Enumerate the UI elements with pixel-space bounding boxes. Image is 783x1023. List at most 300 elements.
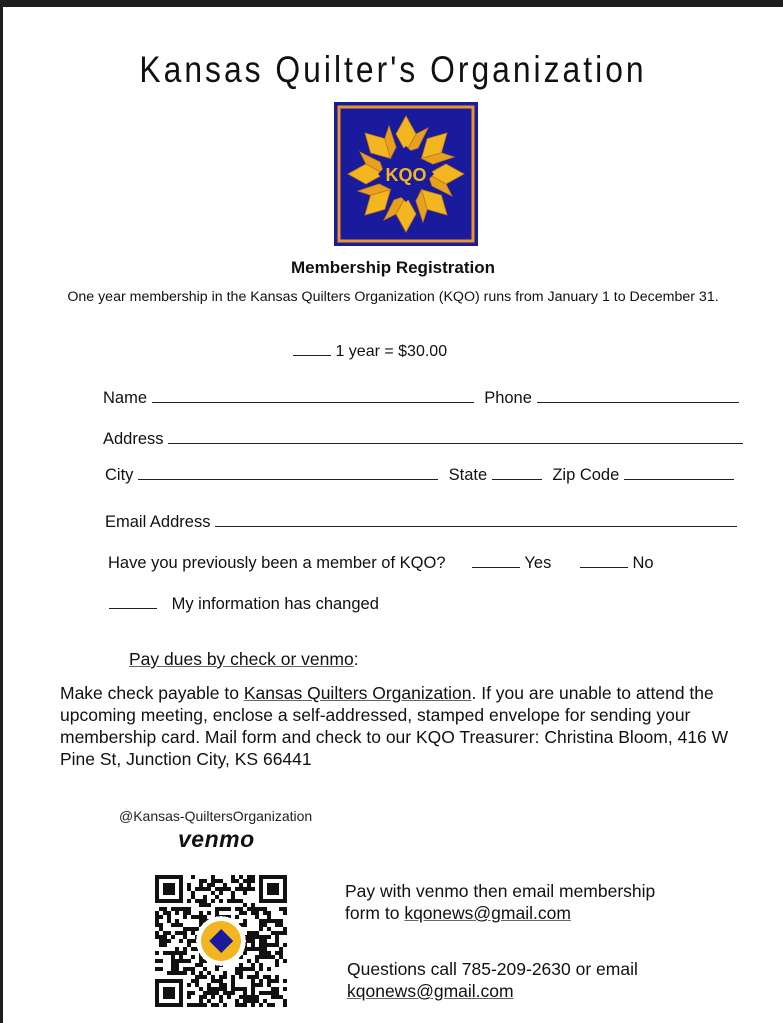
qr-module [163,935,167,939]
qr-module [219,999,223,1003]
payment-heading-colon: : [353,649,359,669]
qr-module [239,987,243,991]
qr-module [223,1003,227,1007]
email-row [105,512,737,532]
qr-module [267,983,271,987]
qr-module [235,971,239,975]
qr-module [203,1003,207,1007]
qr-module [263,955,267,959]
qr-module [251,935,255,939]
phone-field[interactable] [537,388,739,403]
email-link[interactable]: kqonews@gmail.com [404,903,571,923]
qr-module [247,999,251,1003]
qr-module [263,947,267,951]
qr-module [271,1003,275,1007]
previous-member-question: Have you previously been a member of KQO? [108,554,446,572]
qr-module [251,995,255,999]
form-heading: Membership Registration [290,258,496,277]
qr-module [235,907,239,911]
qr-module [175,947,179,951]
qr-module [279,907,283,911]
qr-module [235,879,239,883]
qr-module [207,887,211,891]
qr-module [283,931,287,935]
qr-module [271,991,275,995]
qr-module [175,911,179,915]
qr-module [275,991,279,995]
qr-module [195,899,199,903]
qr-module [263,907,267,911]
fee-checkbox-blank[interactable] [293,341,331,356]
qr-module [219,975,223,979]
qr-module [175,919,179,923]
qr-module [283,907,287,911]
qr-module [239,883,243,887]
qr-module [155,911,159,915]
qr-module [251,875,255,879]
qr-module [191,971,195,975]
qr-module [183,959,187,963]
qr-module [231,983,235,987]
qr-module [259,927,263,931]
qr-module [243,951,247,955]
qr-module [255,983,259,987]
qr-module [227,907,231,911]
qr-module [187,1003,191,1007]
qr-module [263,919,267,923]
qr-module [207,883,211,887]
qr-module [239,875,243,879]
qr-module [223,883,227,887]
qr-module [243,879,247,883]
qr-module [199,911,203,915]
qr-module [267,943,271,947]
qr-module [259,935,263,939]
qr-module [267,967,271,971]
qr-module [171,959,175,963]
document-title: Kansas Quilter's Organization [139,49,647,90]
qr-module [187,995,191,999]
qr-module [271,979,275,983]
qr-module [259,955,263,959]
qr-module [251,979,255,983]
qr-module [207,903,211,907]
qr-module [271,995,275,999]
qr-module [247,931,251,935]
qr-module [279,955,283,959]
state-label: State [448,466,488,484]
qr-module [191,931,195,935]
qr-module [251,931,255,935]
qr-module [191,895,195,899]
qr-module [183,927,187,931]
qr-module [171,963,175,967]
qr-module [195,887,199,891]
qr-module [259,979,263,983]
qr-module [283,999,287,1003]
qr-module [243,911,247,915]
qr-module [163,911,167,915]
qr-module [163,951,167,955]
qr-module [243,887,247,891]
qr-module [267,915,271,919]
check-rest: . If you are unable to attend the upcoming meeting, enclose a self-addressed, stamped envelope for sending your membership card. Mail form and check to our KQO Treasurer: Christina Bloom, 416 W Pine St, Junction City, KS 66441 [60,683,729,769]
qr-module [263,999,267,1003]
name-label: Name [103,389,148,407]
qr-module [279,919,283,923]
qr-module [175,907,179,911]
qr-module [263,935,267,939]
qr-module [223,987,227,991]
qr-module [259,967,263,971]
qr-module [267,955,271,959]
qr-module [207,911,211,915]
qr-module [259,963,263,967]
qr-module [271,943,275,947]
qr-module [203,975,207,979]
phone-label: Phone [484,389,532,407]
qr-module [203,915,207,919]
qr-module [167,931,171,935]
qr-module [215,887,219,891]
qr-module [231,879,235,883]
qr-module [275,963,279,967]
qr-module [275,979,279,983]
qr-module [175,971,179,975]
qr-module [243,999,247,1003]
qr-module [191,991,195,995]
qr-module [251,947,255,951]
qr-module [219,987,223,991]
qr-module [155,931,159,935]
qr-module [247,879,251,883]
qr-module [191,1003,195,1007]
questions-contact [347,958,638,1002]
qr-module [175,931,179,935]
qr-module [283,959,287,963]
qr-module [187,883,191,887]
qr-module [239,887,243,891]
payment-heading-text: Pay dues by check or venmo [129,649,354,669]
qr-module [259,907,263,911]
qr-module [167,915,171,919]
qr-module [247,975,251,979]
qr-module [211,879,215,883]
previous-member-row [108,553,654,573]
qr-module [219,891,223,895]
qr-module [235,999,239,1003]
qr-module [239,963,243,967]
qr-module [283,987,287,991]
qr-module [155,919,159,923]
qr-module [251,1003,255,1007]
qr-module [247,947,251,951]
qr-module [187,983,191,987]
qr-module [263,923,267,927]
qr-module [247,967,251,971]
qr-module [275,995,279,999]
qr-module [171,971,175,975]
qr-module [255,947,259,951]
qr-module [179,951,183,955]
qr-module [255,975,259,979]
venmo-qr-code-icon[interactable] [155,875,287,1007]
questions-email-link[interactable]: kqonews@gmail.com [347,981,514,1001]
venmo-logo: venmo [178,826,255,852]
qr-module [255,971,259,975]
qr-module [207,987,211,991]
qr-module [179,939,183,943]
qr-module [239,1003,243,1007]
qr-module [155,915,159,919]
qr-module [183,911,187,915]
qr-module [203,879,207,883]
qr-module [171,923,175,927]
qr-module [187,927,191,931]
qr-module [275,919,279,923]
qr-module [187,967,191,971]
qr-module [171,955,175,959]
qr-module [279,947,283,951]
qr-module [251,999,255,1003]
qr-module [219,979,223,983]
qr-module [211,987,215,991]
qr-module [179,907,183,911]
check-instructions [60,682,760,770]
qr-module [163,943,167,947]
qr-module [199,975,203,979]
qr-module [275,951,279,955]
qr-module [215,895,219,899]
qr-module [211,875,215,879]
qr-module [187,899,191,903]
qr-module [183,951,187,955]
qr-module [235,987,239,991]
qr-module [175,951,179,955]
document-page [3,7,783,1023]
qr-module [243,923,247,927]
city-row [105,465,734,485]
qr-module [227,991,231,995]
qr-module [203,899,207,903]
email-field[interactable] [215,512,737,527]
qr-module [199,1003,203,1007]
qr-module [283,979,287,983]
qr-module [207,999,211,1003]
venmo-instructions [345,880,655,924]
qr-module [167,971,171,975]
qr-module [199,995,203,999]
qr-module [243,1003,247,1007]
qr-module [259,939,263,943]
qr-module [211,883,215,887]
qr-module [251,975,255,979]
qr-module [199,883,203,887]
qr-module [171,951,175,955]
qr-module [275,931,279,935]
qr-module [159,959,163,963]
qr-module [259,947,263,951]
qr-module [187,943,191,947]
qr-module [223,983,227,987]
fee-line [293,341,447,361]
qr-module [187,991,191,995]
yes-blank[interactable] [472,553,520,568]
qr-module [199,959,203,963]
qr-module [183,947,187,951]
qr-module [155,923,159,927]
no-blank[interactable] [580,553,628,568]
qr-module [211,995,215,999]
qr-module [191,967,195,971]
qr-module [259,919,263,923]
qr-module [263,951,267,955]
qr-module [159,907,163,911]
qr-module [251,991,255,995]
info-changed-row [109,594,379,614]
qr-module [247,883,251,887]
qr-module [155,967,159,971]
qr-module [211,979,215,983]
qr-module [191,955,195,959]
qr-module [159,915,163,919]
qr-module [155,959,159,963]
qr-module [283,927,287,931]
city-field[interactable] [138,465,438,480]
qr-module [167,919,171,923]
info-changed-blank[interactable] [109,594,157,609]
qr-module [251,911,255,915]
qr-module [235,899,239,903]
qr-module [223,887,227,891]
qr-module [195,983,199,987]
qr-module [183,907,187,911]
qr-module [179,955,183,959]
address-field[interactable] [168,429,743,444]
qr-module [263,911,267,915]
qr-module [175,923,179,927]
qr-module [219,907,223,911]
qr-module [271,987,275,991]
qr-module [275,975,279,979]
qr-module [215,911,219,915]
qr-module [243,987,247,991]
qr-module [211,891,215,895]
fee-label: 1 year = $30.00 [335,343,448,360]
qr-module [239,971,243,975]
qr-module [159,935,163,939]
qr-module [243,891,247,895]
qr-module [199,879,203,883]
name-field[interactable] [152,388,474,403]
qr-module [275,987,279,991]
qr-module [259,1003,263,1007]
qr-module [223,975,227,979]
email-label: Email Address [105,513,211,531]
qr-module [231,987,235,991]
state-field[interactable] [492,465,542,480]
qr-module [275,935,279,939]
qr-module [163,939,167,943]
qr-module [275,923,279,927]
qr-module [219,899,223,903]
qr-module [235,887,239,891]
qr-module [219,887,223,891]
qr-module [167,911,171,915]
qr-module [155,951,159,955]
qr-module [279,931,283,935]
qr-module [215,991,219,995]
qr-module [167,939,171,943]
qr-module [239,911,243,915]
qr-module [251,963,255,967]
qr-module [271,931,275,935]
qr-module [251,903,255,907]
qr-module [283,911,287,915]
qr-module [215,967,219,971]
qr-module [267,951,271,955]
qr-module [215,987,219,991]
qr-module [179,931,183,935]
qr-module [279,923,283,927]
qr-module [171,907,175,911]
qr-module [203,887,207,891]
qr-module [215,879,219,883]
qr-module [275,943,279,947]
qr-module [195,927,199,931]
qr-module [199,987,203,991]
qr-module [239,967,243,971]
qr-module [203,895,207,899]
qr-module [231,895,235,899]
qr-module [187,939,191,943]
qr-module [255,959,259,963]
venmo-instructions-line1: Pay with venmo then email membership [345,881,656,901]
qr-module [255,995,259,999]
qr-module [159,927,163,931]
qr-module [199,963,203,967]
qr-module [199,899,203,903]
qr-module [211,975,215,979]
qr-module [183,915,187,919]
qr-module [227,995,231,999]
qr-module [231,991,235,995]
qr-module [183,967,187,971]
qr-module [219,983,223,987]
qr-module [211,899,215,903]
qr-module [243,919,247,923]
city-label: City [105,466,134,484]
qr-module [207,991,211,995]
qr-module [263,975,267,979]
qr-module [171,967,175,971]
qr-module [267,975,271,979]
no-label: No [632,554,654,572]
qr-module [255,907,259,911]
qr-module [251,967,255,971]
qr-module [267,927,271,931]
qr-module [231,875,235,879]
qr-module [251,983,255,987]
check-prefix: Make check payable to [60,683,244,703]
qr-module [275,939,279,943]
qr-module [199,915,203,919]
qr-module [191,915,195,919]
zip-field[interactable] [624,465,734,480]
qr-module [267,911,271,915]
qr-module [215,907,219,911]
qr-module [171,935,175,939]
